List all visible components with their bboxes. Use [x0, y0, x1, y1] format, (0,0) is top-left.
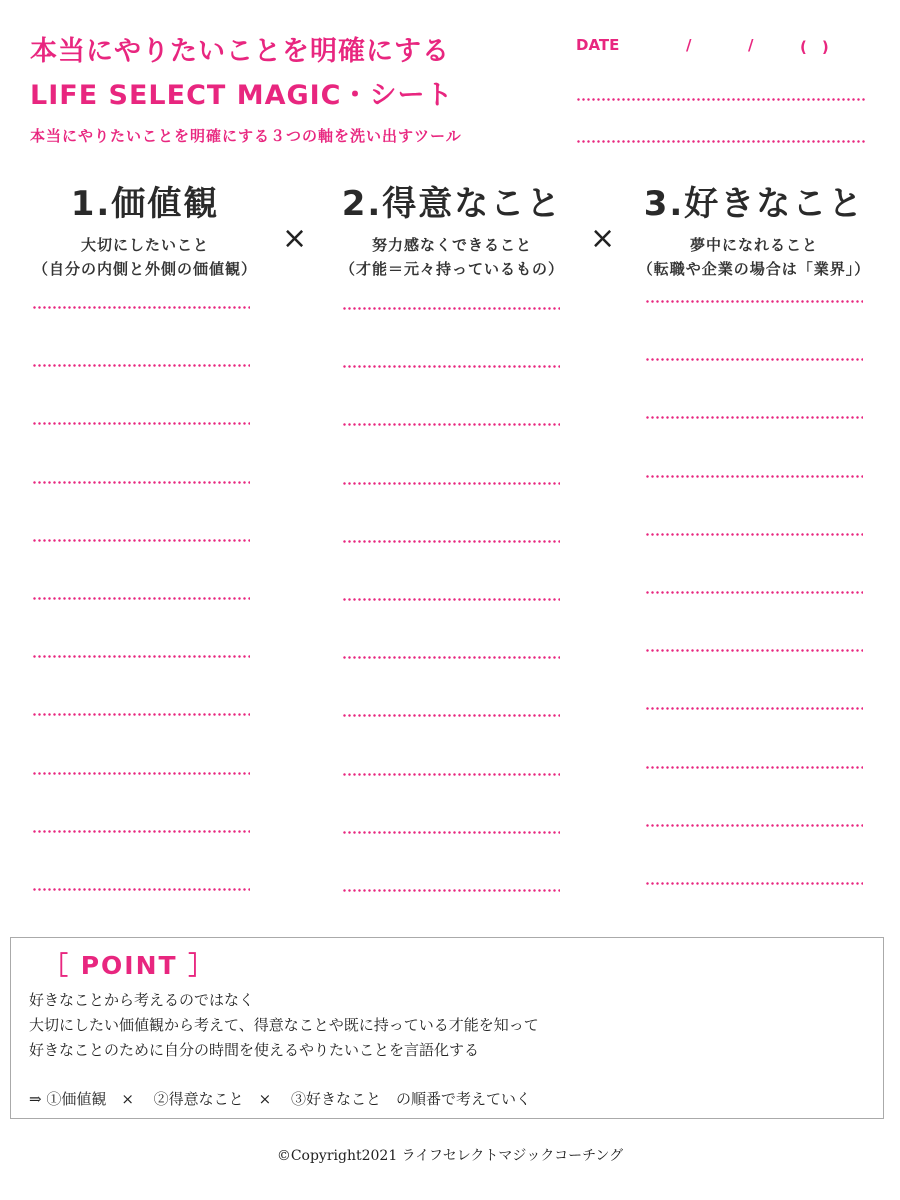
write-line[interactable]	[342, 423, 560, 426]
write-line[interactable]	[645, 358, 863, 361]
title-line-1: 本当にやりたいことを明確にする	[30, 36, 450, 67]
write-line[interactable]	[32, 481, 250, 484]
write-line[interactable]	[645, 533, 863, 536]
sheet-subtitle: 本当にやりたいことを明確にする３つの軸を洗い出すツール	[30, 127, 462, 145]
write-line[interactable]	[32, 422, 250, 425]
write-line[interactable]	[32, 655, 250, 658]
point-line: 好きなことのために自分の時間を使えるやりたいことを言語化する	[29, 1041, 480, 1059]
write-line[interactable]	[32, 306, 250, 309]
date-separator-2: /	[748, 36, 754, 54]
write-line[interactable]	[342, 889, 560, 892]
date-write-line[interactable]	[576, 98, 866, 101]
times-operator-2: ×	[590, 221, 616, 256]
column-strengths-header	[302, 183, 602, 281]
write-line[interactable]	[32, 830, 250, 833]
column-title: 3.好きなこと	[643, 184, 865, 224]
column-desc: 夢中になれること	[689, 236, 818, 254]
write-line[interactable]	[342, 307, 560, 310]
point-line: 好きなことから考えるのではなく	[29, 991, 255, 1009]
write-line[interactable]	[645, 416, 863, 419]
column-desc-note: （転職や企業の場合は「業界」）	[637, 260, 871, 278]
write-line[interactable]	[645, 591, 863, 594]
write-line[interactable]	[32, 597, 250, 600]
date-write-line[interactable]	[576, 140, 866, 143]
date-label: DATE	[576, 36, 620, 54]
write-line[interactable]	[32, 772, 250, 775]
point-line: 大切にしたい価値観から考えて、得意なことや既に持っている才能を知って	[29, 1016, 539, 1034]
write-line[interactable]	[645, 824, 863, 827]
write-line[interactable]	[645, 300, 863, 303]
column-desc: 大切にしたいこと	[80, 236, 209, 254]
write-line[interactable]	[32, 888, 250, 891]
write-line[interactable]	[645, 475, 863, 478]
point-summary: ⇒ ①価値観 × ②得意なこと × ③好きなこと の順番で考えていく	[29, 1090, 532, 1108]
title-line-2: LIFE SELECT MAGIC・シート	[30, 80, 454, 111]
write-line[interactable]	[342, 773, 560, 776]
write-line[interactable]	[645, 649, 863, 652]
write-line[interactable]	[342, 714, 560, 717]
write-line[interactable]	[32, 364, 250, 367]
write-line[interactable]	[32, 539, 250, 542]
column-values-header	[0, 183, 295, 281]
point-box	[10, 937, 884, 1119]
write-line[interactable]	[342, 482, 560, 485]
column-desc-note: （才能＝元々持っているもの）	[339, 260, 564, 278]
column-desc-note: （自分の内側と外側の価値観）	[32, 260, 257, 278]
write-line[interactable]	[342, 365, 560, 368]
sheet-title	[30, 30, 454, 118]
date-area	[576, 36, 866, 58]
write-line[interactable]	[342, 540, 560, 543]
write-line[interactable]	[342, 598, 560, 601]
copyright: ©Copyright2021 ライフセレクトマジックコーチング	[276, 1148, 624, 1164]
write-line[interactable]	[645, 707, 863, 710]
point-title: ［ POINT ］	[43, 951, 216, 980]
write-line[interactable]	[645, 882, 863, 885]
times-operator-1: ×	[282, 221, 308, 256]
write-line[interactable]	[645, 766, 863, 769]
column-title: 2.得意なこと	[341, 184, 563, 224]
date-separator-1: /	[686, 36, 692, 54]
write-line[interactable]	[32, 713, 250, 716]
column-likes-header	[604, 183, 900, 281]
write-line[interactable]	[342, 831, 560, 834]
write-line[interactable]	[342, 656, 560, 659]
column-title: 1.価値観	[70, 184, 220, 224]
column-desc: 努力感なくできること	[371, 236, 532, 254]
point-body	[29, 988, 539, 1063]
date-weekday: ( )	[800, 38, 829, 56]
